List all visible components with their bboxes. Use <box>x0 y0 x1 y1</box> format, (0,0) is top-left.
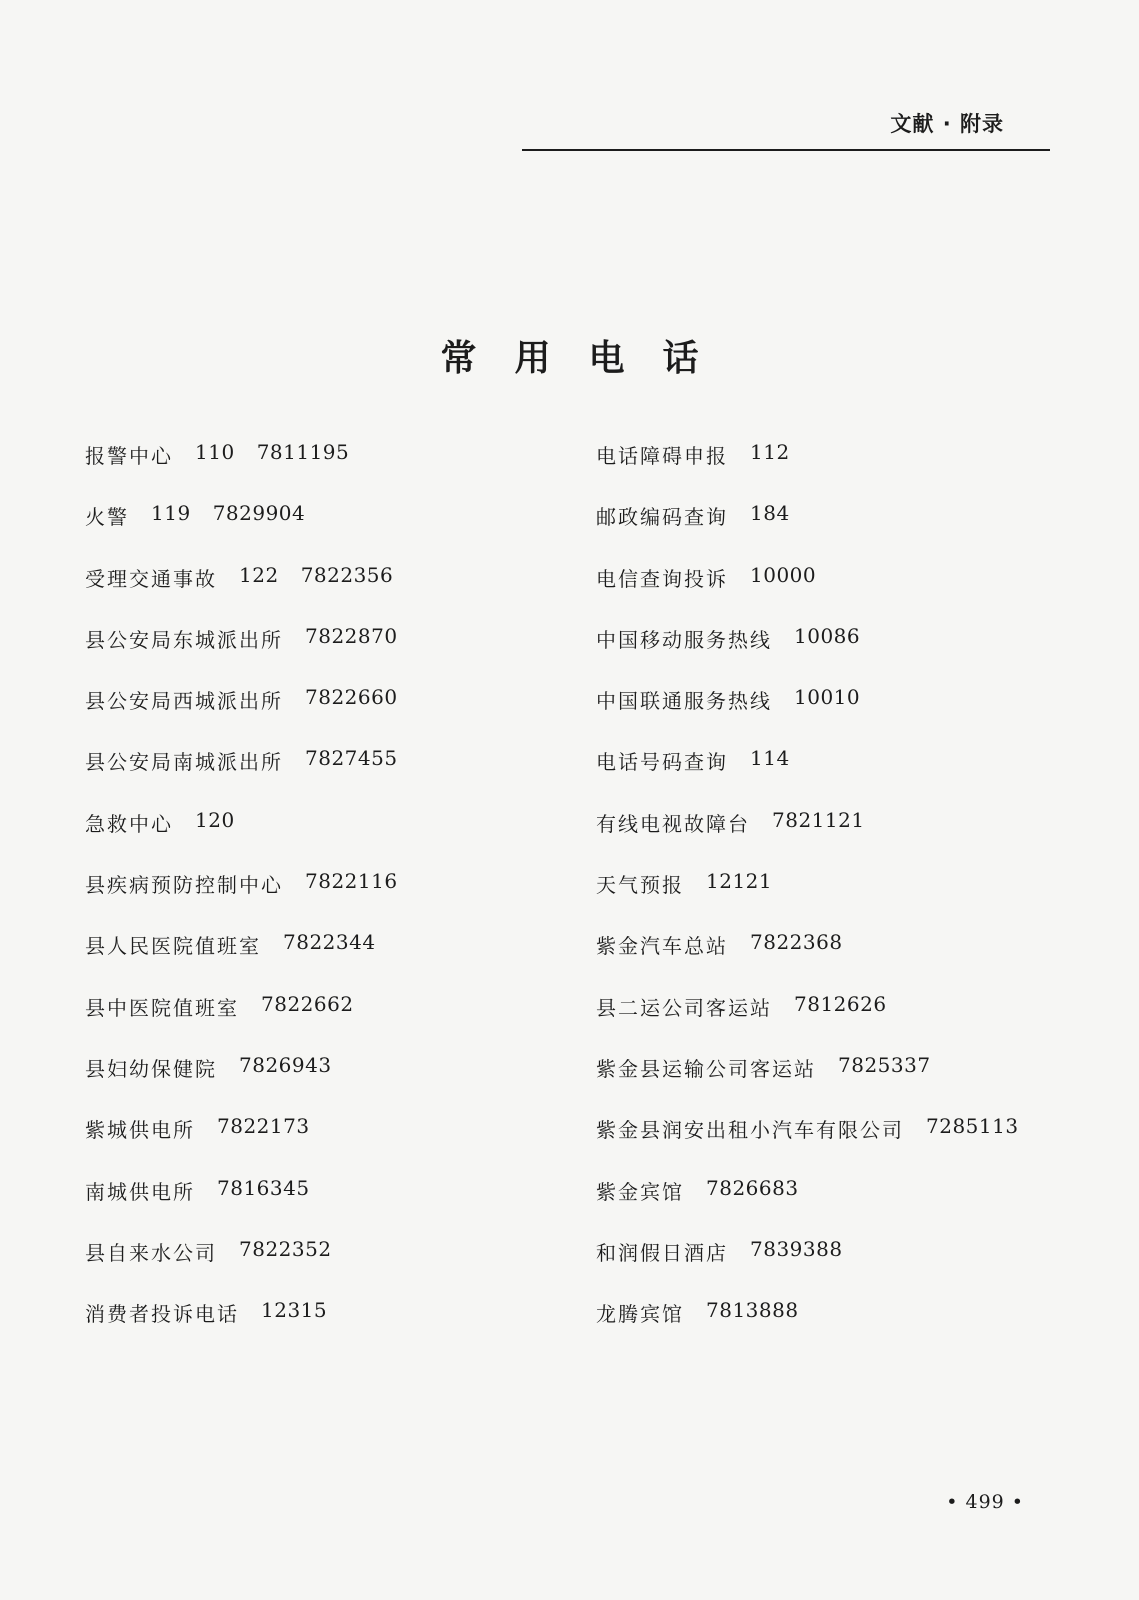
entry-number: 7822173 <box>217 1114 310 1139</box>
phone-entry <box>596 1114 1116 1175</box>
phone-entry <box>596 869 1116 930</box>
phone-entry <box>596 563 1116 624</box>
phone-entry <box>596 746 1116 807</box>
phone-entry <box>596 992 1116 1053</box>
entry-name: 县疾病预防控制中心 <box>85 873 283 898</box>
entry-number: 110 <box>195 440 235 464</box>
entry-number: 7816345 <box>217 1175 310 1200</box>
entry-number: 7285113 <box>926 1114 1019 1139</box>
entry-number: 7829904 <box>212 501 306 526</box>
entry-number: 7825337 <box>838 1052 931 1077</box>
entry-name: 县中医院值班室 <box>85 995 239 1020</box>
entry-number: 7822662 <box>261 991 354 1016</box>
entry-number: 10000 <box>750 562 817 587</box>
phone-entry <box>85 1176 605 1237</box>
entry-number: 7839388 <box>750 1236 843 1261</box>
left-phone-list <box>85 440 605 1359</box>
phone-entry <box>596 624 1116 685</box>
phone-entry <box>85 808 605 869</box>
phone-entry <box>85 563 605 624</box>
phone-entry <box>85 746 605 807</box>
entry-number: 114 <box>750 746 790 771</box>
entry-number: 7822660 <box>305 685 398 710</box>
entry-name: 有线电视故障台 <box>596 811 750 836</box>
entry-name: 县公安局南城派出所 <box>85 750 283 775</box>
phone-entry <box>596 501 1116 562</box>
entry-name: 火警 <box>85 505 129 530</box>
page-number: • 499 • <box>946 1491 1024 1513</box>
entry-name: 县二运公司客运站 <box>596 995 772 1020</box>
entry-name: 县人民医院值班室 <box>85 934 261 959</box>
phone-entry <box>85 869 605 930</box>
phone-entry <box>596 1053 1116 1114</box>
entry-name: 县自来水公司 <box>85 1240 217 1265</box>
phone-entry <box>85 1237 605 1298</box>
entry-number: 7826943 <box>239 1052 332 1077</box>
entry-number: 122 <box>239 562 279 587</box>
entry-number: 112 <box>750 440 790 464</box>
phone-entry <box>85 992 605 1053</box>
entry-number: 7822356 <box>300 562 394 587</box>
entry-number: 10010 <box>794 685 861 710</box>
entry-number: 184 <box>750 501 790 526</box>
entry-name: 报警中心 <box>85 444 173 468</box>
entry-number: 119 <box>151 501 191 526</box>
entry-name: 和润假日酒店 <box>596 1240 728 1265</box>
phone-entry <box>85 1298 605 1359</box>
entry-name: 电话号码查询 <box>596 750 728 775</box>
entry-number: 7827455 <box>305 746 398 771</box>
entry-name: 紫金县运输公司客运站 <box>596 1056 816 1081</box>
phone-entry <box>85 440 605 501</box>
entry-number: 7811195 <box>256 440 350 464</box>
entry-name: 邮政编码查询 <box>596 505 728 530</box>
phone-entry <box>596 930 1116 991</box>
entry-number: 7822870 <box>305 623 398 648</box>
entry-name: 紫金宾馆 <box>596 1179 684 1204</box>
entry-number: 12315 <box>261 1298 328 1323</box>
entry-name: 急救中心 <box>85 811 173 836</box>
phone-entry <box>596 685 1116 746</box>
entry-name: 天气预报 <box>596 873 684 898</box>
entry-number: 7822116 <box>305 869 398 894</box>
entry-name: 龙腾宾馆 <box>596 1302 684 1327</box>
entry-name: 受理交通事故 <box>85 566 217 591</box>
phone-entry <box>85 1114 605 1175</box>
page-title: 常用电话 <box>440 338 737 379</box>
entry-number: 7821121 <box>772 807 865 832</box>
phone-entry <box>85 930 605 991</box>
entry-name: 紫金县润安出租小汽车有限公司 <box>596 1118 904 1143</box>
phone-entry <box>596 1237 1116 1298</box>
phone-entry <box>85 685 605 746</box>
entry-name: 消费者投诉电话 <box>85 1302 239 1327</box>
entry-name: 电话障碍申报 <box>596 444 728 468</box>
entry-number: 7813888 <box>706 1298 799 1323</box>
phone-entry <box>85 624 605 685</box>
right-phone-list <box>596 440 1116 1359</box>
running-head: 文献 · 附录 <box>890 112 1004 136</box>
phone-entry <box>596 1176 1116 1237</box>
header-rule <box>522 149 1050 151</box>
entry-number: 120 <box>195 807 235 832</box>
phone-entry <box>85 501 605 562</box>
entry-name: 紫城供电所 <box>85 1118 195 1143</box>
entry-number: 12121 <box>706 869 773 894</box>
phone-entry <box>596 1298 1116 1359</box>
entry-number: 7822344 <box>283 930 376 955</box>
phone-entry <box>596 440 1116 501</box>
entry-name: 电信查询投诉 <box>596 566 728 591</box>
entry-name: 县妇幼保健院 <box>85 1056 217 1081</box>
entry-number: 7822352 <box>239 1236 332 1261</box>
entry-name: 紫金汽车总站 <box>596 934 728 959</box>
entry-number: 10086 <box>794 623 861 648</box>
entry-name: 中国移动服务热线 <box>596 627 772 652</box>
entry-number: 7826683 <box>706 1175 799 1200</box>
entry-number: 7812626 <box>794 991 887 1016</box>
phone-entry <box>85 1053 605 1114</box>
entry-number: 7822368 <box>750 930 843 955</box>
entry-name: 南城供电所 <box>85 1179 195 1204</box>
entry-name: 县公安局西城派出所 <box>85 689 283 714</box>
phone-entry <box>596 808 1116 869</box>
entry-name: 县公安局东城派出所 <box>85 627 283 652</box>
entry-name: 中国联通服务热线 <box>596 689 772 714</box>
